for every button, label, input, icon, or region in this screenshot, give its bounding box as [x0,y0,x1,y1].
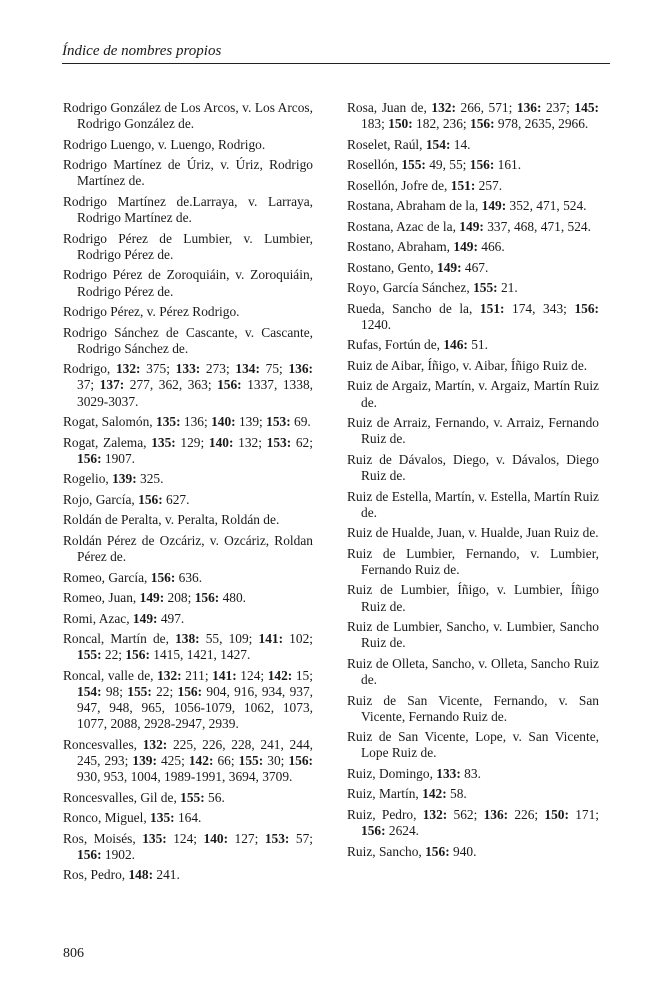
running-header-title: Índice de nombres propios [62,43,222,59]
index-entry: Roncal, valle de, 132: 211; 141: 124; 142: 15; 154: 98; 155: 22; 156: 904, 916, 934, 937, 947, 948, 965, 1056-1079, 1062, 1073, 1077, 2088, 2928-2947, 2939. [63,667,314,732]
index-entry: Roselet, Raúl, 154: 14. [347,136,471,152]
index-entry: Ros, Pedro, 148: 241. [63,867,180,883]
index-entry: Rueda, Sancho de la, 151: 174, 343; 156: 1240. [347,300,599,332]
index-entry: Romeo, Juan, 149: 208; 156: 480. [63,590,247,606]
index-entry: Rogelio, 139: 325. [63,471,164,487]
index-entry: Roncal, Martín de, 138: 55, 109; 141: 102; 155: 22; 156: 1415, 1421, 1427. [63,631,313,663]
index-entry: Ronco, Miguel, 135: 164. [63,810,202,826]
index-entry: Rodrigo Martínez de Úriz, v. Úriz, Rodrigo Martínez de. [63,157,313,189]
index-entry: Ruiz, Martín, 142: 58. [347,786,467,802]
index-entry: Roncesvalles, 132: 225, 226, 228, 241, 244, 245, 293; 139: 425; 142: 66; 155: 30; 156: 930, 953, 1004, 1989-1991, 3694, 3709. [63,736,313,785]
index-entry: Rodrigo Pérez de Lumbier, v. Lumbier, Rodrigo Pérez de. [63,230,313,262]
index-entry: Ros, Moisés, 135: 124; 140: 127; 153: 57; 156: 1902. [63,830,313,862]
index-entry: Rodrigo Martínez de.Larraya, v. Larraya, Rodrigo Martínez de. [63,193,313,226]
index-entry: Rostana, Abraham de la, 149: 352, 471, 524. [347,198,587,214]
index-entry: Ruiz de Dávalos, Diego, v. Dávalos, Diego Ruiz de. [347,451,599,484]
index-entry: Rufas, Fortún de, 146: 51. [347,337,488,353]
index-entry: Rodrigo, 132: 375; 133: 273; 134: 75; 136: 37; 137: 277, 362, 363; 156: 1337, 1338, 3029-3037. [63,361,313,409]
index-entry: Ruiz de San Vicente, Fernando, v. San Vicente, Fernando Ruiz de. [347,692,599,724]
index-entry: Rosa, Juan de, 132: 266, 571; 136: 237; 145: 183; 150: 182, 236; 156: 978, 2635, 2966. [347,100,599,132]
index-column-left [63,100,313,888]
index-entry: Ruiz de Olleta, Sancho, v. Olleta, Sancho Ruiz de. [347,655,599,688]
index-entry: Roldán de Peralta, v. Peralta, Roldán de. [63,512,280,528]
running-header [62,42,610,64]
index-entry: Romi, Azac, 149: 497. [63,610,185,626]
index-entry: Romeo, García, 156: 636. [63,569,203,585]
page-number: 806 [63,946,84,961]
index-entry: Rostano, Abraham, 149: 466. [347,239,505,255]
index-column-right [347,100,599,864]
index-entry: Rodrigo Luengo, v. Luengo, Rodrigo. [63,136,266,152]
index-entry: Ruiz de Lumbier, Sancho, v. Lumbier, Sancho Ruiz de. [347,619,599,651]
index-entry: Rodrigo Pérez, v. Pérez Rodrigo. [63,304,240,320]
index-entry: Rojo, García, 156: 627. [63,491,190,507]
index-entry: Rodrigo González de Los Arcos, v. Los Arcos, Rodrigo González de. [63,100,313,132]
index-entry: Ruiz de Argaiz, Martín, v. Argaiz, Martín Ruiz de. [347,378,599,410]
index-entry: Ruiz, Domingo, 133: 83. [347,765,481,781]
index-entry: Ruiz de Hualde, Juan, v. Hualde, Juan Ruiz de. [347,525,599,541]
index-entry: Rostano, Gento, 149: 467. [347,259,489,275]
index-entry: Ruiz de Arraiz, Fernando, v. Arraiz, Fernando Ruiz de. [347,415,599,447]
index-entry: Rostana, Azac de la, 149: 337, 468, 471, 524. [347,218,591,234]
index-entry: Rogat, Salomón, 135: 136; 140: 139; 153: 69. [63,414,311,430]
index-entry: Ruiz de San Vicente, Lope, v. San Vicente, Lope Ruiz de. [347,729,599,761]
index-entry: Ruiz, Sancho, 156: 940. [347,843,477,859]
index-entry: Rodrigo Pérez de Zoroquiáin, v. Zoroquiáin, Rodrigo Pérez de. [63,267,313,299]
index-entry: Ruiz de Estella, Martín, v. Estella, Martín Ruiz de. [347,488,599,520]
index-entry: Rosellón, Jofre de, 151: 257. [347,177,503,193]
index-entry: Roldán Pérez de Ozcáriz, v. Ozcáriz, Roldan Pérez de. [63,532,313,565]
index-entry: Royo, García Sánchez, 155: 21. [347,280,518,296]
index-entry: Rodrigo Sánchez de Cascante, v. Cascante, Rodrigo Sánchez de. [63,324,313,356]
index-entry: Ruiz, Pedro, 132: 562; 136: 226; 150: 171; 156: 2624. [347,806,599,839]
index-entry: Ruiz de Lumbier, Fernando, v. Lumbier, Fernando Ruiz de. [347,545,599,577]
index-entry: Ruiz de Lumbier, Íñigo, v. Lumbier, Íñigo Ruiz de. [347,582,599,614]
index-entry: Roncesvalles, Gil de, 155: 56. [63,789,225,805]
index-entry: Rogat, Zalema, 135: 129; 140: 132; 153: 62; 156: 1907. [63,434,313,466]
index-entry: Rosellón, 155: 49, 55; 156: 161. [347,157,522,173]
index-entry: Ruiz de Aibar, Íñigo, v. Aibar, Íñigo Ruiz de. [347,357,588,373]
